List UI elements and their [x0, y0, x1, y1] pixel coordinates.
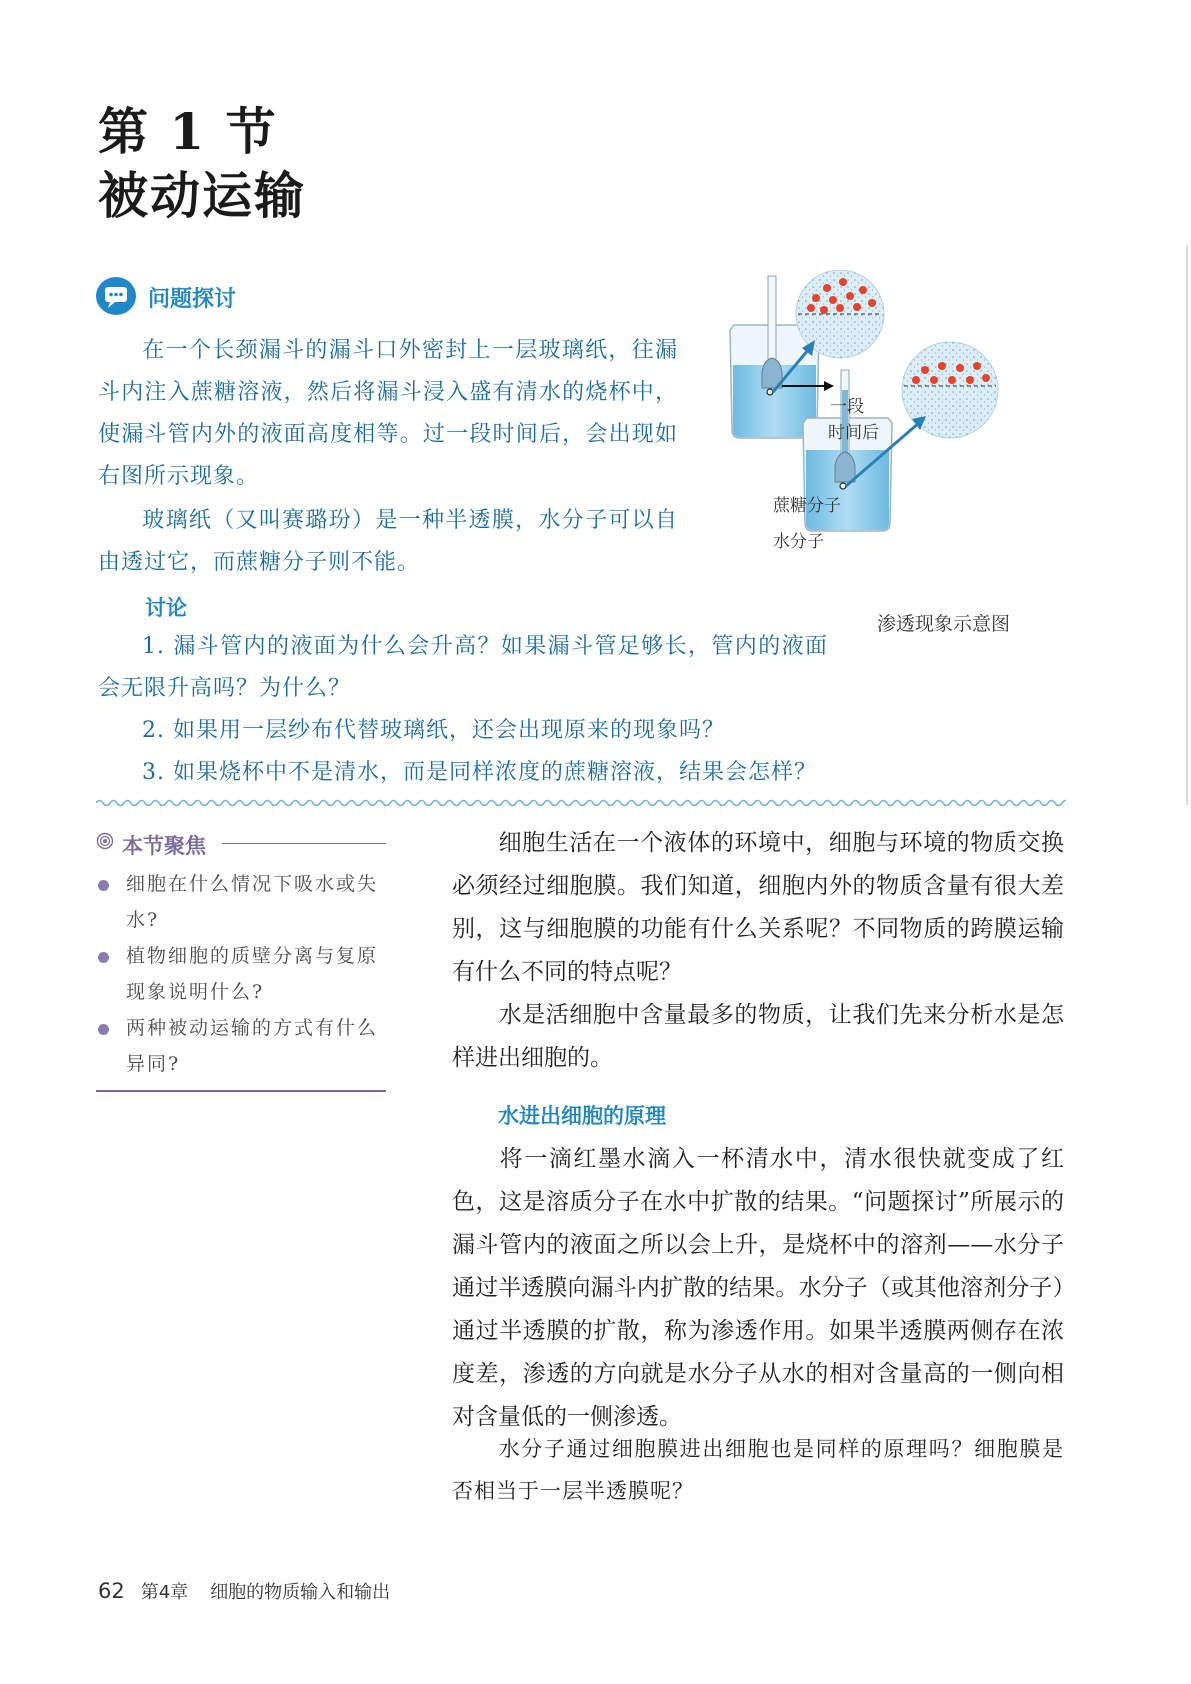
subheading: 水进出细胞的原理 [498, 1104, 666, 1128]
bullet-dot-icon [98, 880, 109, 891]
legend-water-label: 水分子 [773, 532, 824, 552]
body-paragraph-2 [452, 994, 1064, 1080]
focus-item [96, 938, 386, 1010]
wavy-divider [96, 795, 1066, 811]
discussion-question-3 [98, 752, 828, 794]
target-icon [96, 832, 114, 854]
discussion-question-1-text: 1. 漏斗管内的液面为什么会升高？如果漏斗管足够长，管内的液面会无限升高吗？为什么？ [98, 634, 828, 701]
discussion-paragraph-2 [98, 500, 678, 584]
arrow-label-line1: 一段 [830, 397, 864, 417]
focus-divider-top [222, 843, 386, 844]
body-paragraph-1 [452, 822, 1064, 994]
page-number: 62 [98, 1579, 125, 1603]
focus-heading: 本节聚焦 [122, 834, 206, 858]
focus-item-text: 植物细胞的质壁分离与复原现象说明什么? [126, 945, 379, 1003]
discussion-paragraph-1 [98, 330, 678, 498]
body-paragraph-2-text: 水是活细胞中含量最多的物质，让我们先来分析水是怎样进出细胞的。 [452, 1002, 1064, 1071]
discussion-paragraph-2-text: 玻璃纸（又叫赛璐玢）是一种半透膜，水分子可以自由透过它，而蔗糖分子则不能。 [98, 508, 678, 575]
bullet-dot-icon [98, 952, 109, 963]
page-footer [98, 1578, 390, 1604]
focus-item [96, 866, 386, 938]
focus-item-text: 两种被动运输的方式有什么异同? [126, 1017, 379, 1075]
focus-item [96, 1010, 386, 1082]
figure-caption: 渗透现象示意图 [877, 613, 1011, 635]
focus-item-text: 细胞在什么情况下吸水或失水? [126, 873, 379, 931]
body-question [452, 1428, 1064, 1512]
body-paragraph-3 [452, 1138, 1064, 1439]
discussion-question-1 [98, 626, 828, 710]
bullet-dot-icon [98, 1024, 109, 1035]
body-paragraph-3-text: 将一滴红墨水滴入一杯清水中，清水很快就变成了红色，这是溶质分子在水中扩散的结果。“问题探讨”所展示的漏斗管内的液面之所以会上升，是烧杯中的溶剂——水分子通过半透膜向漏斗内扩散的结果。水分子（或其他溶剂分子）通过半透膜的扩散，称为渗透作用。如果半透膜两侧存在浓度差，渗透的方向就是水分子从水的相对含量高的一侧向相对含量低的一侧渗透。 [452, 1146, 1064, 1430]
footer-chapter: 第4章 [140, 1582, 189, 1603]
section-number: 第 1 节 [98, 102, 278, 161]
discuss-label: 讨论 [145, 596, 187, 620]
focus-divider-bottom [96, 1090, 386, 1092]
body-paragraph-1-text: 细胞生活在一个液体的环境中，细胞与环境的物质交换必须经过细胞膜。我们知道，细胞内外的物质含量有很大差别，这与细胞膜的功能有什么关系呢？不同物质的跨膜运输有什么不同的特点呢？ [452, 830, 1064, 985]
legend-sucrose-label: 蔗糖分子 [773, 496, 841, 516]
discussion-paragraph-1-text: 在一个长颈漏斗的漏斗口外密封上一层玻璃纸，往漏斗内注入蔗糖溶液，然后将漏斗浸入盛有清水的烧杯中，使漏斗管内外的液面高度相等。过一段时间后，会出现如右图所示现象。 [98, 338, 678, 489]
discussion-question-2 [98, 710, 828, 752]
body-question-text: 水分子通过细胞膜进出细胞也是同样的原理吗？细胞膜是否相当于一层半透膜呢？ [452, 1437, 1064, 1503]
footer-chapter-title: 细胞的物质输入和输出 [210, 1582, 391, 1603]
section-title: 被动运输 [98, 166, 306, 225]
arrow-label-line2: 时间后 [828, 423, 879, 443]
chat-bubble-icon [96, 277, 136, 315]
discussion-question-2-text: 2. 如果用一层纱布代替玻璃纸，还会出现原来的现象吗？ [142, 718, 725, 743]
discussion-question-3-text: 3. 如果烧杯中不是清水，而是同样浓度的蔗糖溶液，结果会怎样？ [142, 760, 817, 785]
discussion-heading: 问题探讨 [148, 287, 237, 312]
page-edge-line [1186, 245, 1188, 805]
